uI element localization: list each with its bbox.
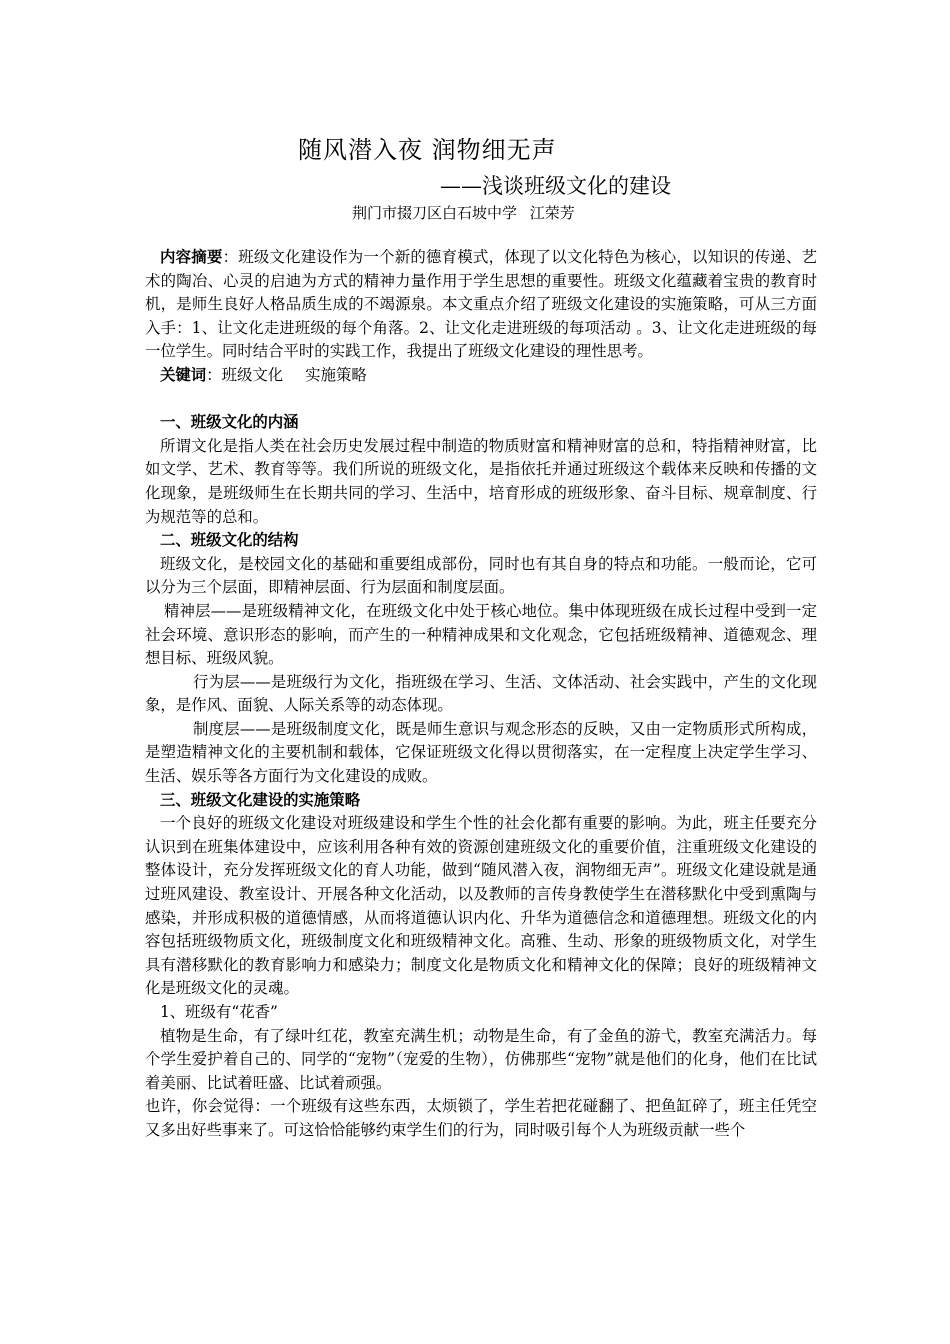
keywords-label: 关键词 bbox=[160, 365, 207, 384]
body-paragraph: 精神层——是班级精神文化，在班级文化中处于核心地位。集中体现班级在成长过程中受到一定社会环境、意识形态的影响，而产生的一种精神成果和文化观念，它包括班级精神、道德观念、理想目标、班级风貌。 bbox=[145, 601, 817, 668]
document-body bbox=[145, 246, 817, 1143]
author-line: 荆门市掇刀区白石坡中学 江荣芳 bbox=[352, 204, 575, 222]
body-paragraph: 一个良好的班级文化建设对班级建设和学生个性的社会化都有重要的影响。为此，班主任要充分认识到在班集体建设中，应该利用各种有效的资源创建班级文化的重要价值，注重班级文化建设的整体设计，充分发挥班级文化的育人功能，做到“随风潜入夜，润物细无声”。班级文化建设就是通过班风建设、教室设计、开展各种文化活动，以及教师的言传身教使学生在潜移默化中受到熏陶与感染，并形成积极的道德情感，从而将道德认识内化、升华为道德信念和道德理想。班级文化的内容包括班级物质文化，班级制度文化和班级精神文化。高雅、生动、形象的班级物质文化，对学生具有潜移默化的教育影响力和感染力；制度文化是物质文化和精神文化的保障；良好的班级精神文化是班级文化的灵魂。 bbox=[145, 814, 817, 998]
section-heading: 二、班级文化的结构 bbox=[160, 531, 299, 550]
section-heading: 一、班级文化的内涵 bbox=[160, 413, 299, 432]
body-paragraph: 也许，你会觉得：一个班级有这些东西，太烦锁了，学生若把花碰翻了、把鱼缸碎了，班主任凭空又多出好些事来了。可这恰恰能够约束学生们的行为，同时吸引每个人为班级贡献一些个 bbox=[145, 1097, 817, 1139]
abstract-text: ：班级文化建设作为一个新的德育模式，体现了以文化特色为核心，以知识的传递、艺术的陶冶、心灵的启迪为方式的精神力量作用于学生思想的重要性。班级文化蕴藏着宝贵的教育时机，是师生良好人格品质生成的不竭源泉。本文重点介绍了班级文化建设的实施策略，可从三方面入手：1、让文化走进班级的每个角落。2、让文化走进班级的每项活动 。3、让文化走进班级的每一位学生。同时结合平时的实践工作，我提出了班级文化建设的理性思考。 bbox=[145, 248, 817, 361]
spacer bbox=[145, 388, 817, 412]
keyword-item: 实施策略 bbox=[305, 365, 367, 384]
body-paragraph: 行为层——是班级行为文化，指班级在学习、生活、文体活动、社会实践中，产生的文化现象，是作风、面貌、人际关系等的动态体现。 bbox=[145, 672, 817, 715]
abstract-paragraph bbox=[145, 246, 817, 364]
body-paragraph: 班级文化，是校园文化的基础和重要组成部份，同时也有其自身的特点和功能。一般而论，它可以分为三个层面，即精神层面、行为层面和制度层面。 bbox=[145, 554, 817, 597]
section-heading: 三、班级文化建设的实施策略 bbox=[160, 790, 361, 809]
body-paragraph: 所谓文化是指人类在社会历史发展过程中制造的物质财富和精神财富的总和，特指精神财富，比如文学、艺术、教育等等。我们所说的班级文化，是指依托并通过班级这个载体来反映和传播的文化现象，是班级师生在长期共同的学习、生活中，培育形成的班级形象、奋斗目标、规章制度、行为规范等的总和。 bbox=[145, 436, 817, 526]
document-subtitle: ——浅谈班级文化的建设 bbox=[440, 174, 671, 198]
keywords-paragraph bbox=[145, 364, 817, 388]
document-title: 随风潜入夜 润物细无声 bbox=[298, 136, 557, 164]
keywords-separator: ： bbox=[206, 365, 222, 384]
subsection-heading: 1、班级有“花香” bbox=[160, 1003, 278, 1021]
body-paragraph: 植物是生命，有了绿叶红花，教室充满生机；动物是生命，有了金鱼的游弋，教室充满活力。每个学生爱护着自己的、同学的“宠物”（宠爱的生物），仿佛那些“宠物”就是他们的化身，他们在比试着美丽、比试着旺盛、比试着顽强。 bbox=[145, 1026, 817, 1092]
body-paragraph: 制度层——是班级制度文化，既是师生意识与观念形态的反映，又由一定物质形式所构成，是塑造精神文化的主要机制和载体，它保证班级文化得以贯彻落实，在一定程度上决定学生学习、生活、娱乐等各方面行为文化建设的成败。 bbox=[145, 719, 817, 786]
abstract-label: 内容摘要 bbox=[160, 248, 223, 266]
keyword-item: 班级文化 bbox=[221, 365, 284, 384]
